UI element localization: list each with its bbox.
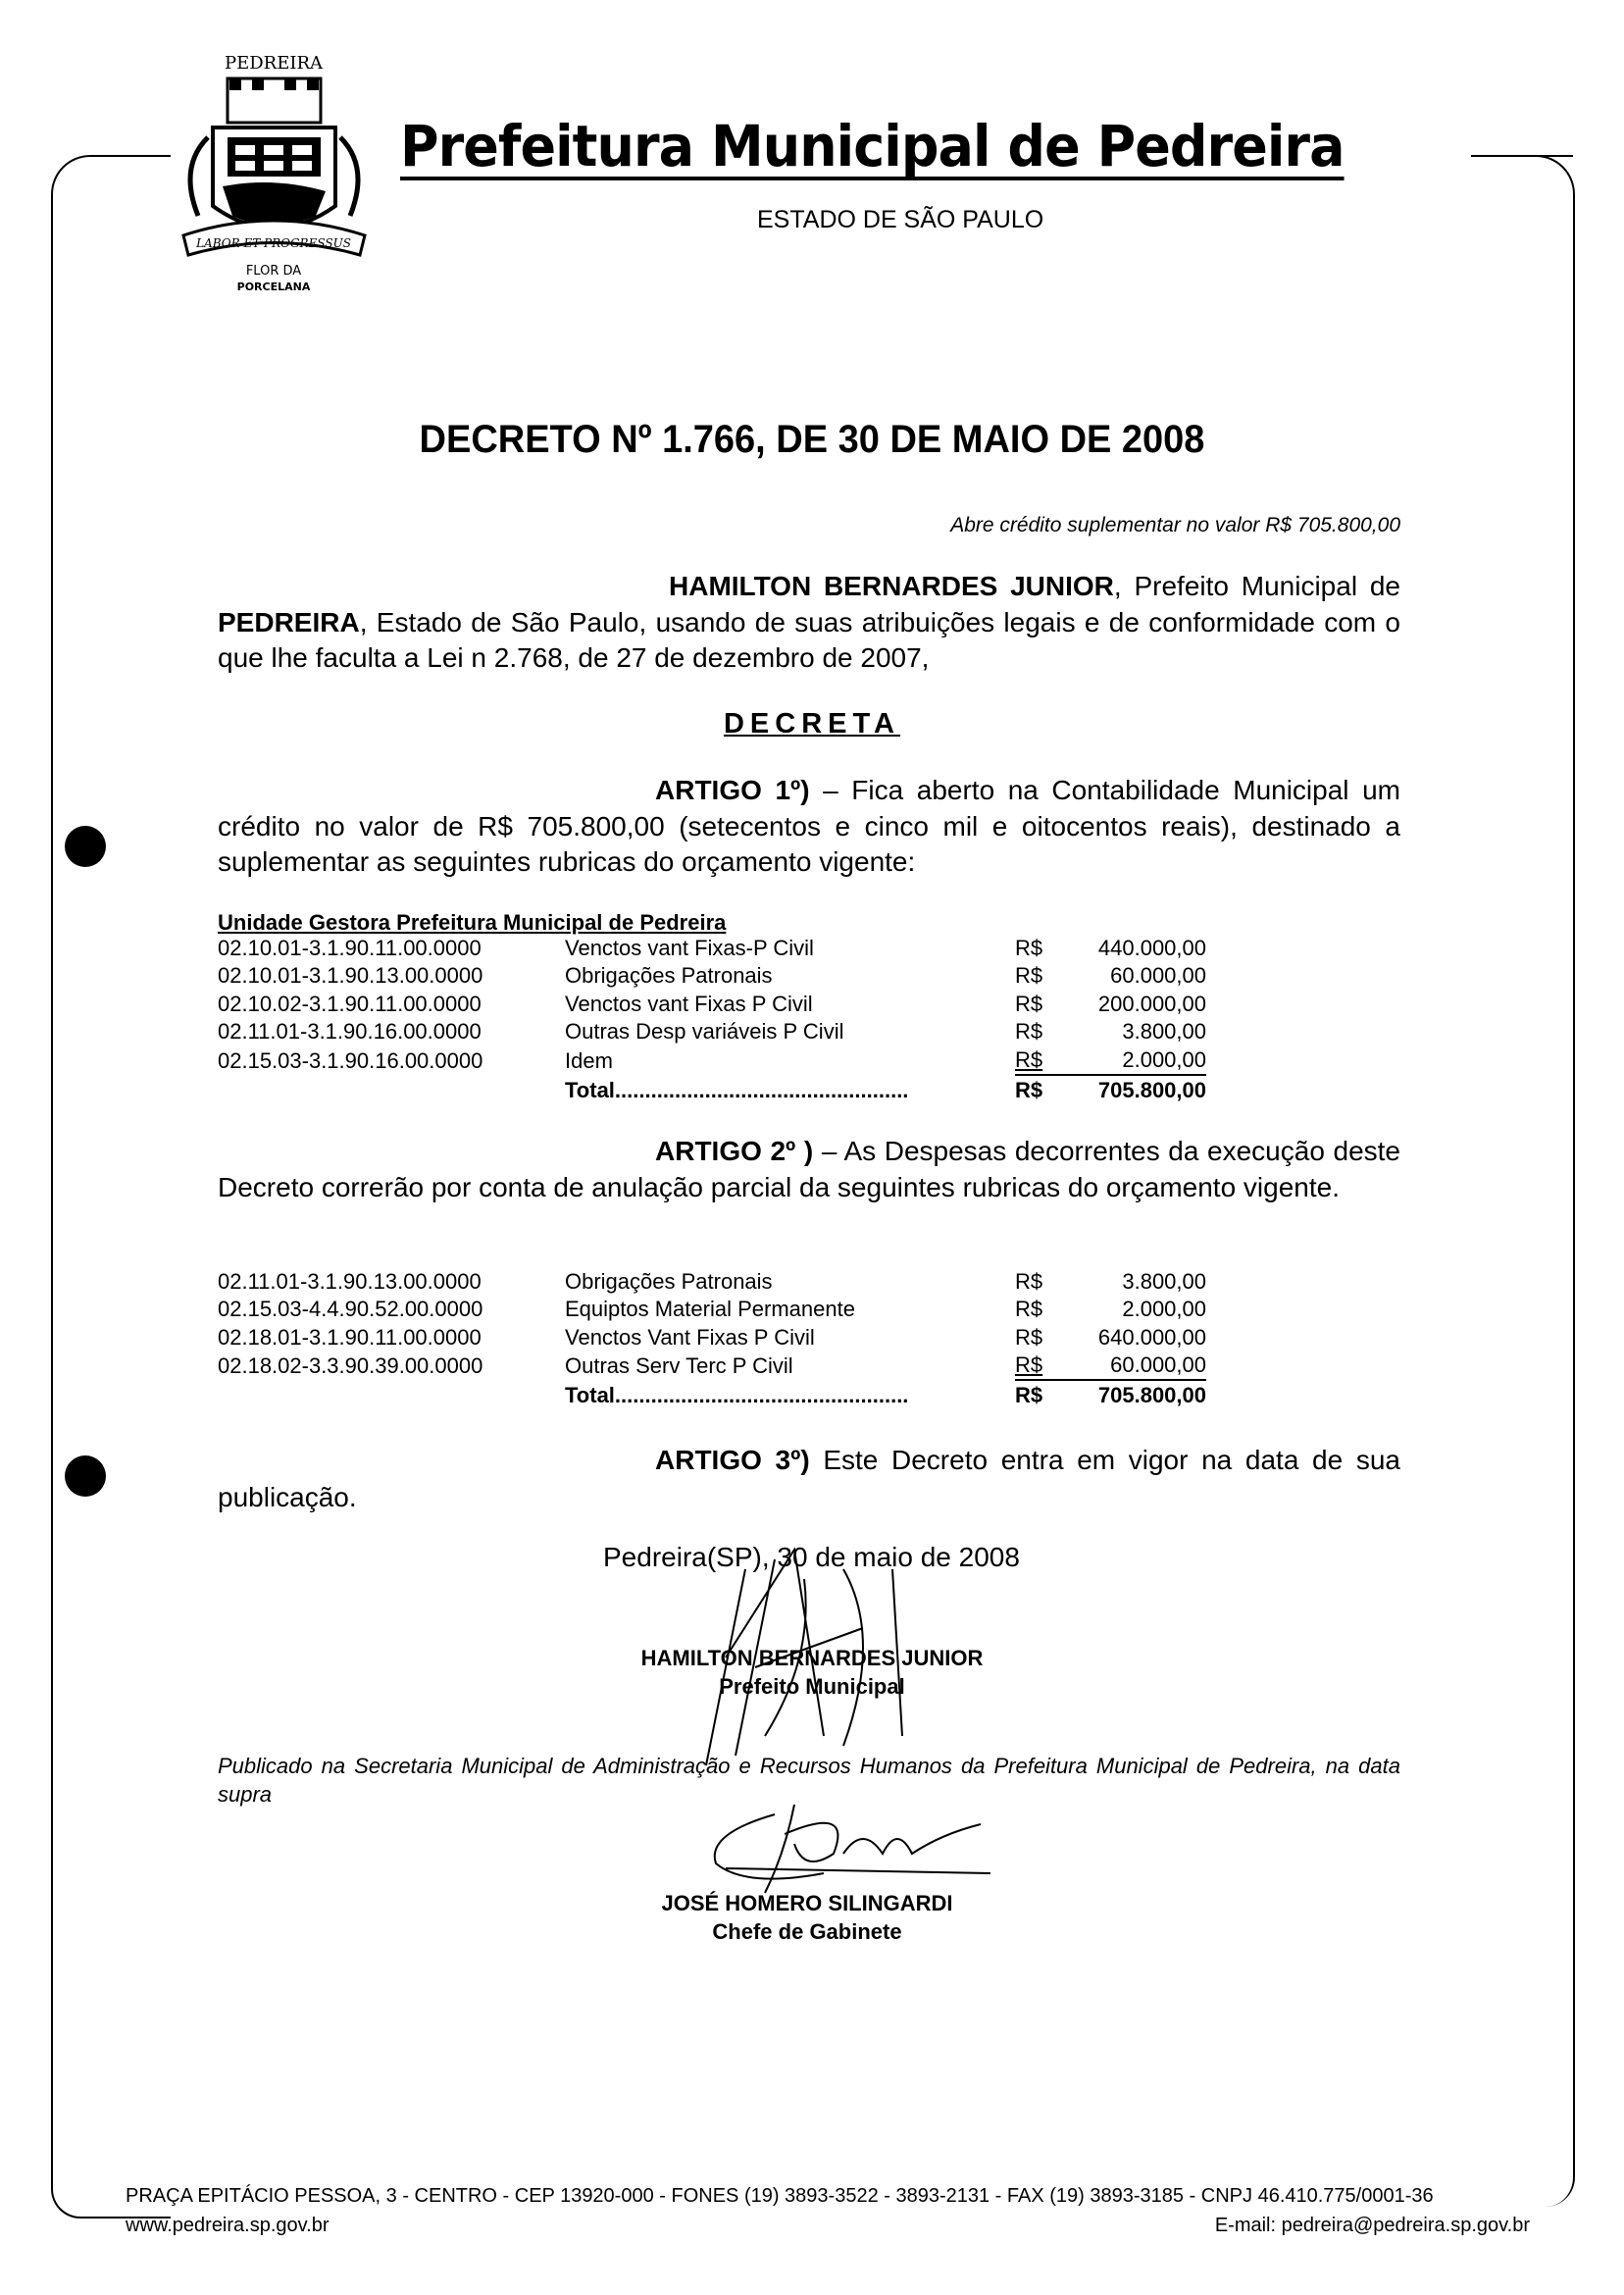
blank bbox=[218, 1075, 565, 1104]
total-amount: 705.800,00 bbox=[1097, 1382, 1206, 1407]
intro-paragraph bbox=[218, 569, 1400, 677]
intro-city: PEDREIRA bbox=[218, 606, 360, 638]
rubric-code: 02.10.02-3.1.90.11.00.0000 bbox=[218, 991, 482, 1016]
svg-text:PEDREIRA: PEDREIRA bbox=[224, 53, 324, 74]
total-label: Total................................................. bbox=[565, 1382, 909, 1407]
svg-text:FLOR DA: FLOR DA bbox=[245, 264, 302, 279]
rubric-code: 02.18.02-3.3.90.39.00.0000 bbox=[218, 1353, 483, 1379]
table-row bbox=[218, 990, 1206, 1018]
publication-note: Publicado na Secretaria Municipal de Administração e Recursos Humanos da Prefeitura Municipal de Pedreira, na data supra bbox=[218, 1754, 1400, 1807]
table-row bbox=[218, 1267, 1206, 1296]
decreta-heading: DECRETA bbox=[723, 708, 901, 740]
amount: 3.800,00 bbox=[1122, 1268, 1206, 1294]
rubric-code: 02.10.01-3.1.90.13.00.0000 bbox=[218, 963, 483, 989]
amount: 2.000,00 bbox=[1074, 1046, 1206, 1075]
rubric-description: Obrigações Patronais bbox=[565, 963, 773, 989]
rubric-code: 02.10.01-3.1.90.11.00.0000 bbox=[218, 935, 482, 960]
article-3 bbox=[218, 1442, 1400, 1516]
signer2-role: Chefe de Gabinete bbox=[712, 1919, 902, 1944]
article-1-label: ARTIGO 1º) bbox=[655, 775, 810, 805]
table-row bbox=[218, 1046, 1206, 1075]
article-2-label: ARTIGO 2º ) bbox=[655, 1136, 814, 1166]
currency: R$ bbox=[1015, 935, 1043, 960]
currency: R$ bbox=[1015, 1046, 1074, 1075]
punch-hole bbox=[65, 826, 106, 867]
article-1-text: – Fica aberto na Contabilidade Municipal um crédito no valor de R$ 705.800,00 (setecentos e cinco mil e oitocentos reais), destinado a suplementar as seguintes rubricas do orçamento vigente: bbox=[218, 775, 1400, 877]
decree-summary: Abre crédito suplementar no valor R$ 705.800,00 bbox=[950, 514, 1400, 536]
intro-text: , Prefeito Municipal de bbox=[1113, 571, 1400, 601]
amount: 200.000,00 bbox=[1097, 991, 1206, 1016]
currency: R$ bbox=[1015, 991, 1043, 1016]
table-row bbox=[218, 1018, 1206, 1046]
punch-hole bbox=[65, 1455, 106, 1497]
amount: 60.000,00 bbox=[1074, 1352, 1206, 1381]
rubric-code: 02.18.01-3.1.90.11.00.0000 bbox=[218, 1324, 482, 1350]
article-2-text: – As Despesas decorrentes da execução deste Decreto correrão por conta de anulação parcial da seguintes rubricas do orçamento vigente. bbox=[218, 1136, 1400, 1202]
total-label: Total................................................. bbox=[565, 1077, 909, 1102]
amount: 440.000,00 bbox=[1097, 935, 1206, 960]
rubric-description: Venctos Vant Fixas P Civil bbox=[565, 1324, 815, 1350]
header-title: Prefeitura Municipal de Pedreira bbox=[400, 113, 1345, 179]
currency: R$ bbox=[1015, 1019, 1043, 1045]
amount: 3.800,00 bbox=[1122, 1019, 1206, 1045]
header-state: ESTADO DE SÃO PAULO bbox=[757, 206, 1044, 233]
signer2-name: JOSÉ HOMERO SILINGARDI bbox=[661, 1891, 953, 1915]
rubric-description: Venctos vant Fixas-P Civil bbox=[565, 935, 814, 960]
rubric-description: Equiptos Material Permanente bbox=[565, 1297, 855, 1322]
total-row bbox=[218, 1075, 1206, 1104]
table-row bbox=[218, 1352, 1206, 1381]
footer-website[interactable]: www.pedreira.sp.gov.br bbox=[126, 2215, 330, 2236]
rubric-description: Venctos vant Fixas P Civil bbox=[565, 991, 813, 1016]
table-row bbox=[218, 1296, 1206, 1324]
currency: R$ bbox=[1015, 1268, 1043, 1294]
amount: 60.000,00 bbox=[1110, 963, 1206, 989]
article-3-text: Este Decreto entra em vigor na data de sua publicação. bbox=[218, 1445, 1400, 1512]
amount: 640.000,00 bbox=[1097, 1324, 1206, 1350]
rubric-code: 02.11.01-3.1.90.16.00.0000 bbox=[218, 1019, 482, 1045]
article-1 bbox=[218, 773, 1400, 881]
decree-title: DECRETO Nº 1.766, DE 30 DE MAIO DE 2008 bbox=[419, 418, 1205, 461]
currency: R$ bbox=[1015, 1352, 1074, 1381]
total-currency: R$ bbox=[1015, 1077, 1043, 1102]
rubric-code: 02.15.03-4.4.90.52.00.0000 bbox=[218, 1297, 483, 1322]
currency: R$ bbox=[1015, 1324, 1043, 1350]
rubric-description: Obrigações Patronais bbox=[565, 1268, 773, 1294]
logo-motto: LABOR ET PROGRESSUS bbox=[196, 236, 351, 250]
intro-name: HAMILTON BERNARDES JUNIOR bbox=[669, 571, 1114, 601]
svg-text:PORCELANA: PORCELANA bbox=[236, 280, 311, 293]
table-row bbox=[218, 1323, 1206, 1352]
rubric-description: Idem bbox=[565, 1047, 613, 1073]
signer1-role: Prefeito Municipal bbox=[719, 1674, 905, 1699]
article-2 bbox=[218, 1134, 1400, 1205]
article-3-label: ARTIGO 3º) bbox=[655, 1445, 810, 1475]
total-row bbox=[218, 1380, 1206, 1409]
table1-heading: Unidade Gestora Prefeitura Municipal de Pedreira bbox=[218, 910, 727, 935]
blank bbox=[218, 1380, 565, 1409]
table-row bbox=[218, 962, 1206, 991]
footer-email[interactable]: E-mail: pedreira@pedreira.sp.gov.br bbox=[1214, 2215, 1530, 2236]
total-currency: R$ bbox=[1015, 1382, 1043, 1407]
rubric-code: 02.11.01-3.1.90.13.00.0000 bbox=[218, 1268, 482, 1294]
rubric-description: Outras Desp variáveis P Civil bbox=[565, 1019, 844, 1045]
table-row bbox=[218, 934, 1206, 962]
city-coat-of-arms-logo bbox=[169, 39, 380, 299]
footer-address: PRAÇA EPITÁCIO PESSOA, 3 - CENTRO - CEP 13920-000 - FONES (19) 3893-3522 - 3893-2131 - FAX (19) 3893-3185 - CNPJ 46.410.775/0001-36 bbox=[126, 2185, 1434, 2207]
intro-text-2: , Estado de São Paulo, usando de suas atribuições legais e de conformidade com o que lhe faculta a Lei n 2.768, de 27 de dezembro de 2007, bbox=[218, 606, 1400, 673]
place-date: Pedreira(SP), 30 de maio de 2008 bbox=[603, 1542, 1020, 1572]
amount: 2.000,00 bbox=[1122, 1297, 1206, 1322]
currency: R$ bbox=[1015, 963, 1043, 989]
signer1-name: HAMILTON BERNARDES JUNIOR bbox=[640, 1646, 984, 1670]
rubric-description: Outras Serv Terc P Civil bbox=[565, 1353, 793, 1379]
table-supplement bbox=[218, 934, 1206, 1104]
total-amount: 705.800,00 bbox=[1097, 1077, 1206, 1102]
currency: R$ bbox=[1015, 1297, 1043, 1322]
rubric-code: 02.15.03-3.1.90.16.00.0000 bbox=[218, 1047, 483, 1073]
table-annulment bbox=[218, 1267, 1206, 1409]
